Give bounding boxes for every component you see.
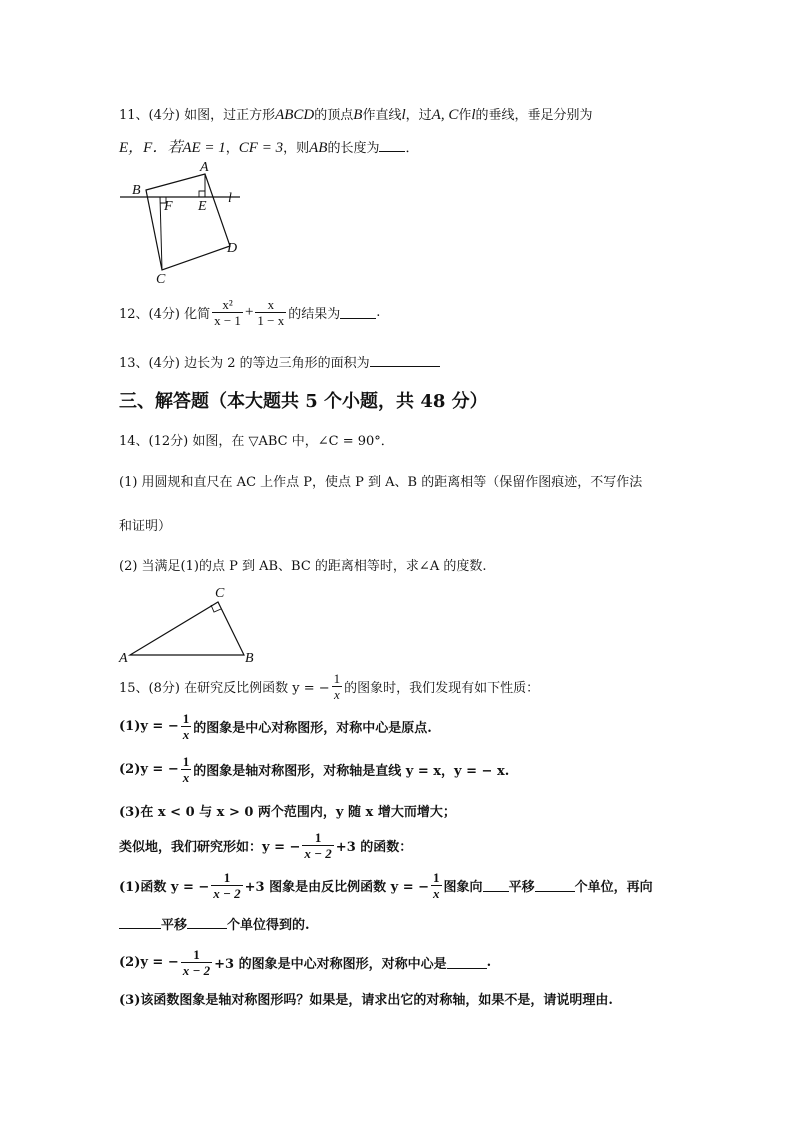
q12-line: 12、(4分) 化简 $\frac{\text{x²}}{x - 1}$ + $\frac{x}{1 - x}$ 的结果为 . (119, 297, 381, 328)
answer-blank[interactable] (119, 916, 161, 929)
q14-part1: (1) 用圆规和直尺在 AC 上作点 P，使点 P 到 A、B 的距离相等（保留作图痕迹，不写作法 (119, 475, 643, 490)
right-angle-e (199, 191, 205, 197)
q13-line: 13、(4分) 边长为 2 的等边三角形的面积为 (119, 352, 440, 371)
q15-property1: (1)y = − $\frac{1}{x}$ 的图象是中心对称图形，对称中心是原点. (119, 711, 432, 742)
q11-line1: 11、(4分) 如图，过正方形ABCD的顶点B作直线l，过A, C作l的垂线，垂足分别为 (119, 107, 593, 123)
q15-intro: 15、(8分) 在研究反比例函数 y = − $\frac{1}{x}$ 的图象时，我们发现有如下性质： (119, 671, 540, 702)
section-heading: 三、解答题（本大题共 5 个小题，共 48 分） (119, 391, 488, 412)
label-a: A (119, 651, 128, 666)
q14-triangle-figure (115, 584, 265, 666)
q11-line2: E，F．若AE = 1，CF = 3，则AB的长度为 ． (119, 140, 419, 156)
label-f: F (164, 199, 173, 214)
label-e: E (198, 199, 207, 214)
label-b: B (132, 183, 141, 198)
answer-blank[interactable] (379, 139, 405, 152)
q15-sub2: (2)y = − $\frac{1}{x - 2}$ +3 的图象是中心对称图形，对称中心是 . (119, 947, 492, 978)
answer-blank[interactable] (447, 956, 487, 969)
label-d: D (227, 241, 238, 256)
answer-blank[interactable] (535, 879, 575, 892)
answer-blank[interactable] (370, 354, 440, 367)
q14-line1: 14、(12分) 如图，在 ▽ABC 中，∠C = 90°． (119, 434, 394, 449)
label-b: B (245, 651, 254, 666)
q11-square-figure (112, 160, 252, 285)
answer-blank[interactable] (187, 916, 227, 929)
q14-part1-cont: 和证明） (119, 519, 172, 534)
q15-sub1-cont: 平移 个单位得到的. (119, 914, 310, 933)
q15-property3: (3)在 x < 0 与 x > 0 两个范围内，y 随 x 增大而增大； (119, 805, 456, 820)
label-l: l (228, 191, 232, 206)
q15-sub3: (3)该函数图象是轴对称图形吗？如果是，请求出它的对称轴，如果不是，请说明理由. (119, 993, 613, 1008)
q14-part2: (2) 当满足(1)的点 P 到 AB、BC 的距离相等时，求∠A 的度数. (119, 559, 487, 574)
q15-property2: (2)y = − $\frac{1}{x}$ 的图象是轴对称图形，对称轴是直线 y = x，y = − x. (119, 754, 510, 785)
square-abcd (146, 174, 230, 270)
q15-sub1: (1)函数 y = − $\frac{1}{x - 2}$ +3 图象是由反比例函数 y = − $\frac{1}{x}$ 图象向 平移 个单位，再向 (119, 870, 653, 901)
q15-similar: 类似地，我们研究形如：y = − $\frac{1}{x - 2}$ +3 的函数： (119, 830, 413, 861)
fraction-1: $\frac{\text{x²}}{x - 1}$ (214, 297, 241, 328)
answer-blank[interactable] (340, 306, 376, 319)
fraction-2: $\frac{x}{1 - x}$ (257, 297, 285, 328)
answer-blank[interactable] (483, 879, 509, 892)
label-a: A (200, 160, 209, 175)
label-c: C (156, 272, 166, 285)
triangle-abc (130, 602, 244, 655)
label-c: C (215, 586, 225, 601)
